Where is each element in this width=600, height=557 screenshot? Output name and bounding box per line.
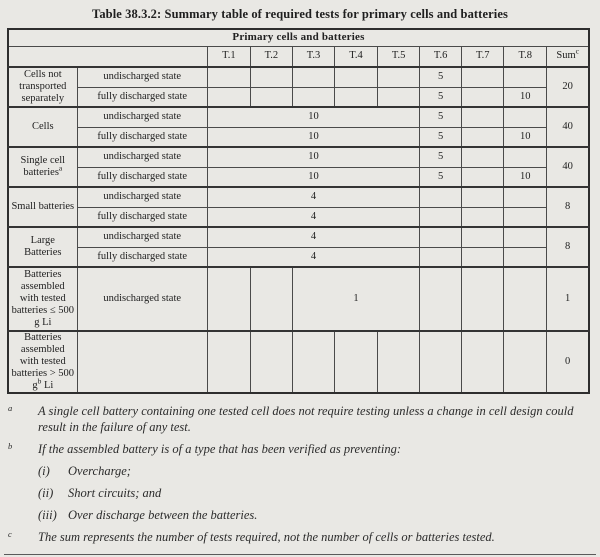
sum-cell: 8 — [547, 227, 589, 267]
list-number: (i) — [38, 464, 50, 479]
empty-cell — [250, 67, 292, 87]
value-cell: 4 — [207, 207, 419, 227]
footnote-b-text: If the assembled battery is of a type that has been verified as preventing: — [38, 441, 401, 456]
test-column-header: T.7 — [462, 46, 504, 67]
value-cell: 10 — [207, 147, 419, 167]
test-column-header: T.2 — [250, 46, 292, 67]
empty-cell — [378, 67, 420, 87]
table-group-header: Primary cells and batteries — [8, 29, 589, 46]
category-cell — [8, 107, 77, 147]
footnote-marker-c: c — [8, 529, 12, 540]
empty-state-cell — [77, 331, 207, 393]
footnote-b-item-iii — [7, 508, 592, 523]
category-label: Batteries assembled with tested batteries > 500 g — [11, 332, 75, 392]
value-cell — [504, 67, 547, 87]
value-cell: 5 — [420, 67, 462, 87]
category-cell — [8, 67, 77, 107]
empty-cell — [462, 127, 504, 147]
empty-cell — [420, 267, 462, 331]
empty-cell — [504, 247, 547, 267]
empty-cell — [420, 227, 462, 247]
empty-cell — [207, 87, 250, 107]
sum-cell: 40 — [547, 107, 589, 147]
state-cell: fully discharged state — [77, 247, 207, 267]
state-cell: fully discharged state — [77, 207, 207, 227]
empty-cell — [462, 107, 504, 127]
empty-cell — [504, 331, 547, 393]
empty-cell — [207, 331, 250, 393]
empty-cell — [462, 147, 504, 167]
sum-column-header — [547, 46, 589, 67]
value-cell: 5 — [420, 127, 462, 147]
empty-cell — [420, 207, 462, 227]
footnote-b-item-i — [7, 464, 592, 479]
empty-cell — [504, 267, 547, 331]
category-cell — [8, 187, 77, 227]
empty-cell — [420, 187, 462, 207]
empty-cell — [462, 247, 504, 267]
empty-cell — [462, 87, 504, 107]
value-cell: 4 — [207, 227, 419, 247]
test-column-header: T.4 — [335, 46, 378, 67]
state-cell: fully discharged state — [77, 167, 207, 187]
empty-cell — [462, 207, 504, 227]
state-cell: undischarged state — [77, 267, 207, 331]
empty-cell — [335, 67, 378, 87]
value-cell: 4 — [207, 247, 419, 267]
category-cell — [8, 147, 77, 187]
footnote-a-text: A single cell battery containing one tested cell does not require testing unless a change in cell design could result in the failure of any test. — [38, 404, 574, 434]
empty-cell — [462, 331, 504, 393]
footnotes-section — [7, 404, 592, 545]
empty-cell — [292, 331, 334, 393]
category-cell — [8, 331, 77, 393]
empty-cell — [250, 87, 292, 107]
empty-cell — [292, 67, 334, 87]
sum-cell: 20 — [547, 67, 589, 107]
sum-cell: 8 — [547, 187, 589, 227]
category-label: Cells not transported separately — [19, 68, 67, 105]
category-label: Small batteries — [11, 200, 75, 212]
footnote-a — [7, 404, 592, 435]
category-label-suffix: Li — [41, 380, 54, 392]
category-cell — [8, 227, 77, 267]
state-cell: undischarged state — [77, 227, 207, 247]
value-cell: 1 — [292, 267, 419, 331]
empty-cell — [207, 267, 250, 331]
empty-cell — [250, 267, 292, 331]
empty-cell — [462, 67, 504, 87]
empty-cell — [378, 331, 420, 393]
category-cell — [8, 267, 77, 331]
value-cell: 5 — [420, 167, 462, 187]
state-cell: undischarged state — [77, 147, 207, 167]
empty-cell — [420, 247, 462, 267]
test-column-header: T.3 — [292, 46, 334, 67]
empty-cell — [335, 331, 378, 393]
footnote-b-item-ii — [7, 486, 592, 501]
footnote-ref-b: b — [37, 376, 42, 386]
page-bottom-rule — [4, 554, 596, 555]
footnote-b — [7, 442, 592, 457]
list-item-text: Short circuits; and — [68, 486, 162, 501]
test-column-header: T.6 — [420, 46, 462, 67]
empty-cell — [462, 227, 504, 247]
empty-cell — [420, 331, 462, 393]
page-title: Table 38.3.2: Summary table of required tests for primary cells and batteries — [92, 7, 508, 21]
empty-cell — [462, 267, 504, 331]
state-cell: undischarged state — [77, 107, 207, 127]
empty-cell — [504, 207, 547, 227]
category-label: Cells — [32, 120, 54, 132]
empty-cell — [462, 167, 504, 187]
value-cell — [504, 147, 547, 167]
value-cell: 10 — [504, 127, 547, 147]
empty-cell — [378, 87, 420, 107]
required-tests-table — [7, 28, 590, 394]
empty-cell — [250, 331, 292, 393]
footnote-ref-c: c — [575, 46, 579, 56]
list-number: (iii) — [38, 508, 57, 523]
sum-cell: 0 — [547, 331, 589, 393]
state-cell: undischarged state — [77, 187, 207, 207]
value-cell: 5 — [420, 87, 462, 107]
empty-cell — [504, 187, 547, 207]
value-cell: 10 — [207, 127, 419, 147]
value-cell: 5 — [420, 147, 462, 167]
state-cell: fully discharged state — [77, 127, 207, 147]
value-cell: 10 — [207, 107, 419, 127]
empty-header-cell — [8, 46, 207, 67]
value-cell: 4 — [207, 187, 419, 207]
sum-cell: 40 — [547, 147, 589, 187]
footnote-c — [7, 530, 592, 545]
empty-cell — [504, 227, 547, 247]
state-cell: undischarged state — [77, 67, 207, 87]
list-item-text: Over discharge between the batteries. — [68, 508, 258, 523]
test-column-header: T.1 — [207, 46, 250, 67]
state-cell: fully discharged state — [77, 87, 207, 107]
empty-cell — [207, 67, 250, 87]
value-cell: 10 — [504, 87, 547, 107]
empty-cell — [335, 87, 378, 107]
category-label: Single cell batteries — [20, 154, 66, 178]
empty-cell — [462, 187, 504, 207]
footnote-ref-a: a — [58, 163, 63, 173]
footnote-marker-b: b — [8, 440, 13, 451]
empty-cell — [292, 87, 334, 107]
sum-header-label: Sum — [556, 50, 576, 62]
category-label: Batteries assembled with tested batteries ≤ 500 g Li — [11, 268, 74, 329]
value-cell — [504, 107, 547, 127]
test-column-header: T.8 — [504, 46, 547, 67]
test-column-header: T.5 — [378, 46, 420, 67]
list-number: (ii) — [38, 486, 54, 501]
footnote-marker-a: a — [8, 403, 13, 414]
footnote-c-text: The sum represents the number of tests required, not the number of cells or batteries tested. — [38, 530, 495, 545]
list-item-text: Overcharge; — [68, 464, 131, 479]
sum-cell: 1 — [547, 267, 589, 331]
value-cell: 10 — [504, 167, 547, 187]
category-label: Large Batteries — [24, 234, 62, 258]
value-cell: 5 — [420, 107, 462, 127]
value-cell: 10 — [207, 167, 419, 187]
